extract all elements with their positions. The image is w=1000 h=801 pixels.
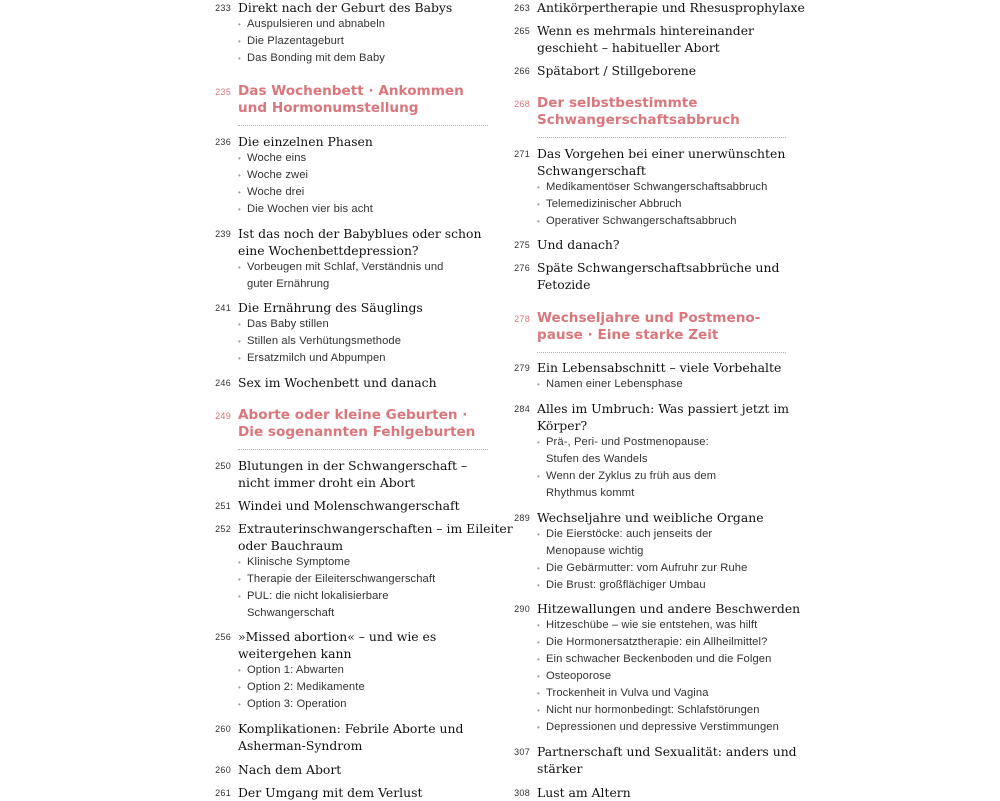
- subentry-list: [537, 376, 786, 393]
- entry-title-line: eine Wochenbettdepression?: [238, 243, 419, 258]
- subentry-line: • Vorbeugen mit Schlaf, Verständnis und: [247, 261, 444, 273]
- part-title-line: Wechseljahre und Postmeno-: [537, 310, 761, 326]
- entry-title: [537, 259, 786, 293]
- subentry: • Trockenheit in Vulva und Vagina: [537, 685, 786, 702]
- subentry: [537, 526, 786, 560]
- subentry: • Ersatzmilch und Abpumpen: [238, 350, 488, 367]
- subentry-line: Menopause wichtig: [546, 545, 644, 557]
- entry-page-number: 289: [514, 513, 530, 523]
- dotted-divider: [238, 449, 488, 450]
- subentry: • Option 1: Abwarten: [238, 662, 488, 679]
- entry-title: [537, 784, 786, 801]
- entry-title-line: Der Umgang mit dem Verlust: [238, 785, 423, 800]
- subentry: • Stillen als Verhütungsmethode: [238, 333, 488, 350]
- part-page-number: 249: [215, 411, 231, 421]
- entry-title-line: Spätabort / Stillgeborene: [537, 63, 697, 78]
- entry-title-line: Hitzewallungen und andere Beschwerden: [537, 601, 801, 616]
- entry-page-number: 250: [215, 461, 231, 471]
- entry-page-number: 241: [215, 303, 231, 313]
- entry-title-line: stärker: [537, 761, 583, 776]
- entry-title: [238, 628, 488, 662]
- subentry: [238, 588, 488, 622]
- subentry: • Medikamentöser Schwangerschaftsabbruch: [537, 179, 786, 196]
- subentry-list: [238, 150, 488, 218]
- entry-page-number: 236: [215, 137, 231, 147]
- subentry: • Hitzeschübe – wie sie entstehen, was hilft: [537, 617, 786, 634]
- part-title-line: pause · Eine starke Zeit: [537, 327, 719, 343]
- entry-title-line: Die einzelnen Phasen: [238, 134, 373, 149]
- entry-title-line: Ein Lebensabschnitt – viele Vorbehalte: [537, 360, 782, 375]
- entry-title-line: Und danach?: [537, 237, 620, 252]
- entry-page-number: 256: [215, 632, 231, 642]
- subentry-list: [537, 434, 786, 502]
- entry-title-line: weitergehen kann: [238, 646, 352, 661]
- entry-title: [238, 497, 488, 514]
- subentry: • Ein schwacher Beckenboden und die Folgen: [537, 651, 786, 668]
- subentry: • Auspulsieren und abnabeln: [238, 16, 488, 33]
- entry-title: [238, 720, 488, 754]
- entry-page-number: 290: [514, 604, 530, 614]
- entry-title-line: Wechseljahre und weibliche Organe: [537, 510, 764, 525]
- dotted-divider: [238, 125, 488, 126]
- entry-title: [238, 784, 488, 801]
- entry-title-line: Extrauterinschwangerschaften – im Eileiter: [238, 521, 513, 536]
- entry-title-line: Das Vorgehen bei einer unerwünschten: [537, 146, 786, 161]
- entry-page-number: 284: [514, 404, 530, 414]
- entry-title: [238, 374, 488, 391]
- subentry: • Woche drei: [238, 184, 488, 201]
- part-title-line: Die sogenannten Fehlgeburten: [238, 424, 476, 440]
- part-page-number: 268: [514, 99, 530, 109]
- entry-title-line: Nach dem Abort: [238, 762, 342, 777]
- entry-page-number: 308: [514, 788, 530, 798]
- subentry: • Klinische Symptome: [238, 554, 488, 571]
- entry-title-line: Alles im Umbruch: Was passiert jetzt im: [537, 401, 790, 416]
- entry-title-line: Körper?: [537, 418, 588, 433]
- entry-title-line: oder Bauchraum: [238, 538, 344, 553]
- subentry: • Namen einer Lebensphase: [537, 376, 786, 393]
- subentry: • Telemedizinischer Abbruch: [537, 196, 786, 213]
- entry-title: [238, 761, 488, 778]
- entry-page-number: 266: [514, 66, 530, 76]
- entry-page-number: 275: [514, 240, 530, 250]
- entry-title: [537, 400, 790, 434]
- entry-page-number: 260: [215, 765, 231, 775]
- subentry: • Nicht nur hormonbedingt: Schlafstörungen: [537, 702, 786, 719]
- entry-title: [537, 600, 801, 617]
- entry-page-number: 271: [514, 149, 530, 159]
- subentry: • Option 3: Operation: [238, 696, 488, 713]
- subentry: [537, 468, 786, 502]
- subentry-list: [537, 526, 786, 594]
- subentry: • Therapie der Eileiterschwangerschaft: [238, 571, 488, 588]
- entry-title-line: Ist das noch der Babyblues oder schon: [238, 226, 482, 241]
- entry-title: [537, 145, 786, 179]
- subentry: • Osteoporose: [537, 668, 786, 685]
- subentry-list: [238, 662, 488, 713]
- dotted-divider: [537, 352, 786, 353]
- entry-title-line: Komplikationen: Febrile Aborte und: [238, 721, 464, 736]
- subentry: • Die Gebärmutter: vom Aufruhr zur Ruhe: [537, 560, 786, 577]
- dotted-divider: [537, 137, 786, 138]
- entry-page-number: 263: [514, 3, 530, 13]
- entry-title: [238, 225, 488, 259]
- part-title-line: Der selbstbestimmte: [537, 95, 698, 111]
- entry-title: [238, 0, 488, 16]
- part-title: [238, 83, 488, 117]
- subentry-list: [537, 617, 786, 736]
- subentry-line: • Wenn der Zyklus zu früh aus dem: [546, 470, 717, 482]
- entry-title-line: Lust am Altern: [537, 785, 631, 800]
- subentry-line: Rhythmus kommt: [546, 487, 635, 499]
- entry-page-number: 252: [215, 524, 231, 534]
- subentry-list: [238, 316, 488, 367]
- subentry: • Woche eins: [238, 150, 488, 167]
- subentry-list: [238, 554, 488, 622]
- subentry-line: Schwangerschaft: [247, 607, 335, 619]
- entry-title-line: Fetozide: [537, 277, 591, 292]
- part-title: [238, 407, 488, 441]
- entry-title-line: Windei und Molenschwangerschaft: [238, 498, 460, 513]
- subentry: [238, 259, 488, 293]
- entry-page-number: 279: [514, 363, 530, 373]
- part-title: [537, 310, 786, 344]
- subentry: • Die Brust: großflächiger Umbau: [537, 577, 786, 594]
- entry-title-line: Schwangerschaft: [537, 163, 646, 178]
- part-page-number: 235: [215, 87, 231, 97]
- subentry-line: • Prä-, Peri- und Postmenopause:: [546, 436, 709, 448]
- entry-title: [537, 509, 786, 526]
- entry-title-line: »Missed abortion« – und wie es: [238, 629, 437, 644]
- entry-title: [238, 299, 488, 316]
- subentry-list: [537, 179, 786, 230]
- entry-title: [537, 359, 786, 376]
- entry-page-number: 307: [514, 747, 530, 757]
- entry-title: [537, 22, 786, 56]
- entry-title-line: Die Ernährung des Säuglings: [238, 300, 423, 315]
- subentry-list: [238, 259, 488, 293]
- subentry: • Woche zwei: [238, 167, 488, 184]
- entry-title: [537, 743, 797, 777]
- part-title-line: Aborte oder kleine Geburten ·: [238, 407, 468, 423]
- entry-title: [238, 133, 488, 150]
- entry-page-number: 261: [215, 788, 231, 798]
- subentry: • Operativer Schwangerschaftsabbruch: [537, 213, 786, 230]
- entry-title: [238, 520, 513, 554]
- entry-title-line: Asherman-Syndrom: [238, 738, 363, 753]
- entry-title: [537, 236, 786, 253]
- subentry: • Die Wochen vier bis acht: [238, 201, 488, 218]
- subentry-list: [238, 16, 488, 67]
- entry-title-line: nicht immer droht ein Abort: [238, 475, 416, 490]
- subentry: • Die Plazentageburt: [238, 33, 488, 50]
- part-title-line: Schwangerschaftsabbruch: [537, 112, 740, 128]
- subentry: • Das Baby stillen: [238, 316, 488, 333]
- subentry: • Das Bonding mit dem Baby: [238, 50, 488, 67]
- entry-title: [238, 457, 488, 491]
- entry-title-line: Antikörpertherapie und Rhesusprophylaxe: [537, 0, 805, 15]
- entry-title: [537, 0, 805, 16]
- subentry-line: • Die Eierstöcke: auch jenseits der: [546, 528, 713, 540]
- entry-page-number: 239: [215, 229, 231, 239]
- entry-title-line: Späte Schwangerschaftsabbrüche und: [537, 260, 780, 275]
- entry-title-line: Blutungen in der Schwangerschaft –: [238, 458, 468, 473]
- entry-title-line: geschieht – habitueller Abort: [537, 40, 720, 55]
- entry-page-number: 251: [215, 501, 231, 511]
- part-title-line: und Hormonumstellung: [238, 100, 419, 116]
- subentry: • Die Hormonersatztherapie: ein Allheilmittel?: [537, 634, 786, 651]
- subentry: • Option 2: Medikamente: [238, 679, 488, 696]
- subentry-line: guter Ernährung: [247, 278, 330, 290]
- part-page-number: 278: [514, 314, 530, 324]
- part-title: [537, 95, 786, 129]
- part-title-line: Das Wochenbett · Ankommen: [238, 83, 464, 99]
- subentry: [537, 434, 786, 468]
- subentry-line: Stufen des Wandels: [546, 453, 648, 465]
- entry-page-number: 265: [514, 26, 530, 36]
- entry-title-line: Wenn es mehrmals hintereinander: [537, 23, 754, 38]
- subentry: • Depressionen und depressive Verstimmungen: [537, 719, 786, 736]
- entry-page-number: 246: [215, 378, 231, 388]
- entry-page-number: 233: [215, 3, 231, 13]
- entry-title: [537, 62, 786, 79]
- entry-page-number: 276: [514, 263, 530, 273]
- entry-title-line: Sex im Wochenbett und danach: [238, 375, 437, 390]
- entry-title-line: Direkt nach der Geburt des Babys: [238, 0, 453, 15]
- entry-page-number: 260: [215, 724, 231, 734]
- entry-title-line: Partnerschaft und Sexualität: anders und: [537, 744, 797, 759]
- subentry-line: • PUL: die nicht lokalisierbare: [247, 590, 389, 602]
